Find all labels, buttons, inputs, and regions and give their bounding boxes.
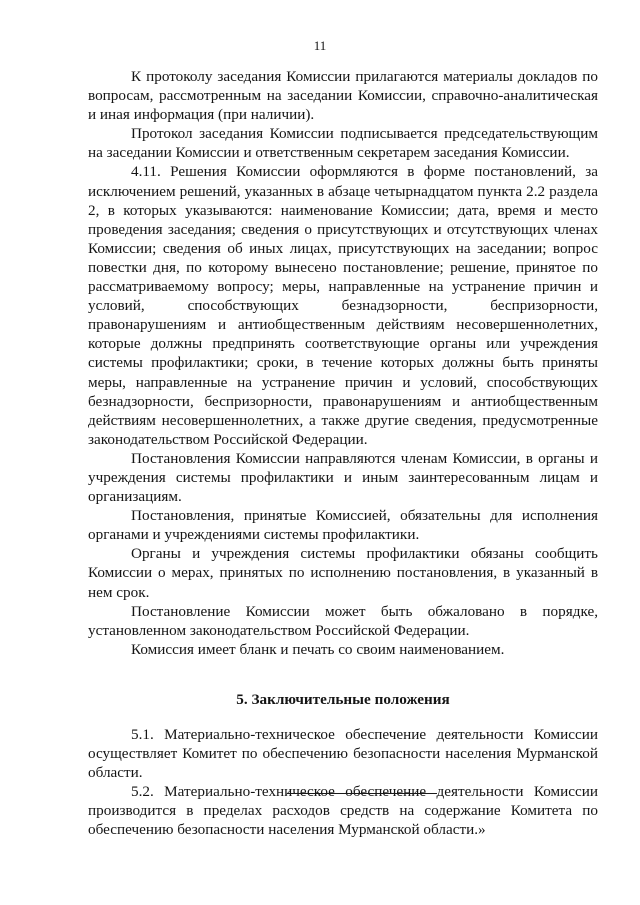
document-body [88, 67, 598, 840]
paragraph-decisions-mandatory: Постановления, принятые Комиссией, обязательны для исполнения органами и учреждениями системы профилактики. [88, 507, 598, 544]
paragraph-letterhead-seal: Комиссия имеет бланк и печать со своим наименованием. [131, 640, 505, 658]
page-number: 11 [313, 38, 327, 53]
section-heading-final-provisions: 5. Заключительные положения [236, 690, 450, 708]
paragraph-4-11-decisions: 4.11. Решения Комиссии оформляются в форме постановлений, за исключением решений, указанных в абзаце четырнадцатом пункта 2.2 раздела 2, в которых указываются: наименование Комиссии; дата, время и место проведения заседания; сведения о присутствующих и отсутствующих членах Комиссии; сведения об иных лицах, присутствующих на заседании; вопрос повестки дня, по которому вынесено постановление; решение, принятое по рассматриваемому вопросу; меры, направленные на устранение причин и условий, способствующих безнадзорности, беспризорности, правонарушениям и антиобщественным действиям несовершеннолетних, которые должны предпринять соответствующие органы или учреждения системы профилактики; сроки, в течение которых должны быть приняты меры, направленные на устранение причин и условий, способствующих безнадзорности, беспризорности, правонарушениям и антиобщественным действиям несовершеннолетних, а также другие сведения, предусмотренные законодательством Российской Федерации. [88, 163, 598, 448]
paragraph-protocol-signing: Протокол заседания Комиссии подписывается председательствующим на заседании Комиссии и ответственным секретарем заседания Комиссии. [88, 125, 598, 162]
paragraph-5-1: 5.1. Материально-техническое обеспечение деятельности Комиссии осуществляет Комитет по обеспечению безопасности населения Мурманской области. [88, 726, 598, 782]
paragraph-protocol-attachments: К протоколу заседания Комиссии прилагаются материалы докладов по вопросам, рассмотренным на заседании Комиссии, справочно-аналитическая и иная информация (при наличии). [88, 68, 598, 124]
closing-divider-line [287, 793, 437, 794]
paragraph-5-2: 5.2. Материально-техническое обеспечение деятельности Комиссии производится в пределах расходов средств на содержание Комитета по обеспечению безопасности населения Мурманской области.» [88, 783, 598, 839]
paragraph-decisions-distribution: Постановления Комиссии направляются членам Комиссии, в органы и учреждения системы профилактики и иным заинтересованным лицам и организациям. [88, 449, 598, 506]
paragraph-report-on-measures: Органы и учреждения системы профилактики обязаны сообщить Комиссии о мерах, принятых по исполнению постановления, в указанный в нем срок. [88, 545, 598, 601]
paragraph-appeal: Постановление Комиссии может быть обжаловано в порядке, установленном законодательством Российской Федерации. [88, 602, 598, 639]
